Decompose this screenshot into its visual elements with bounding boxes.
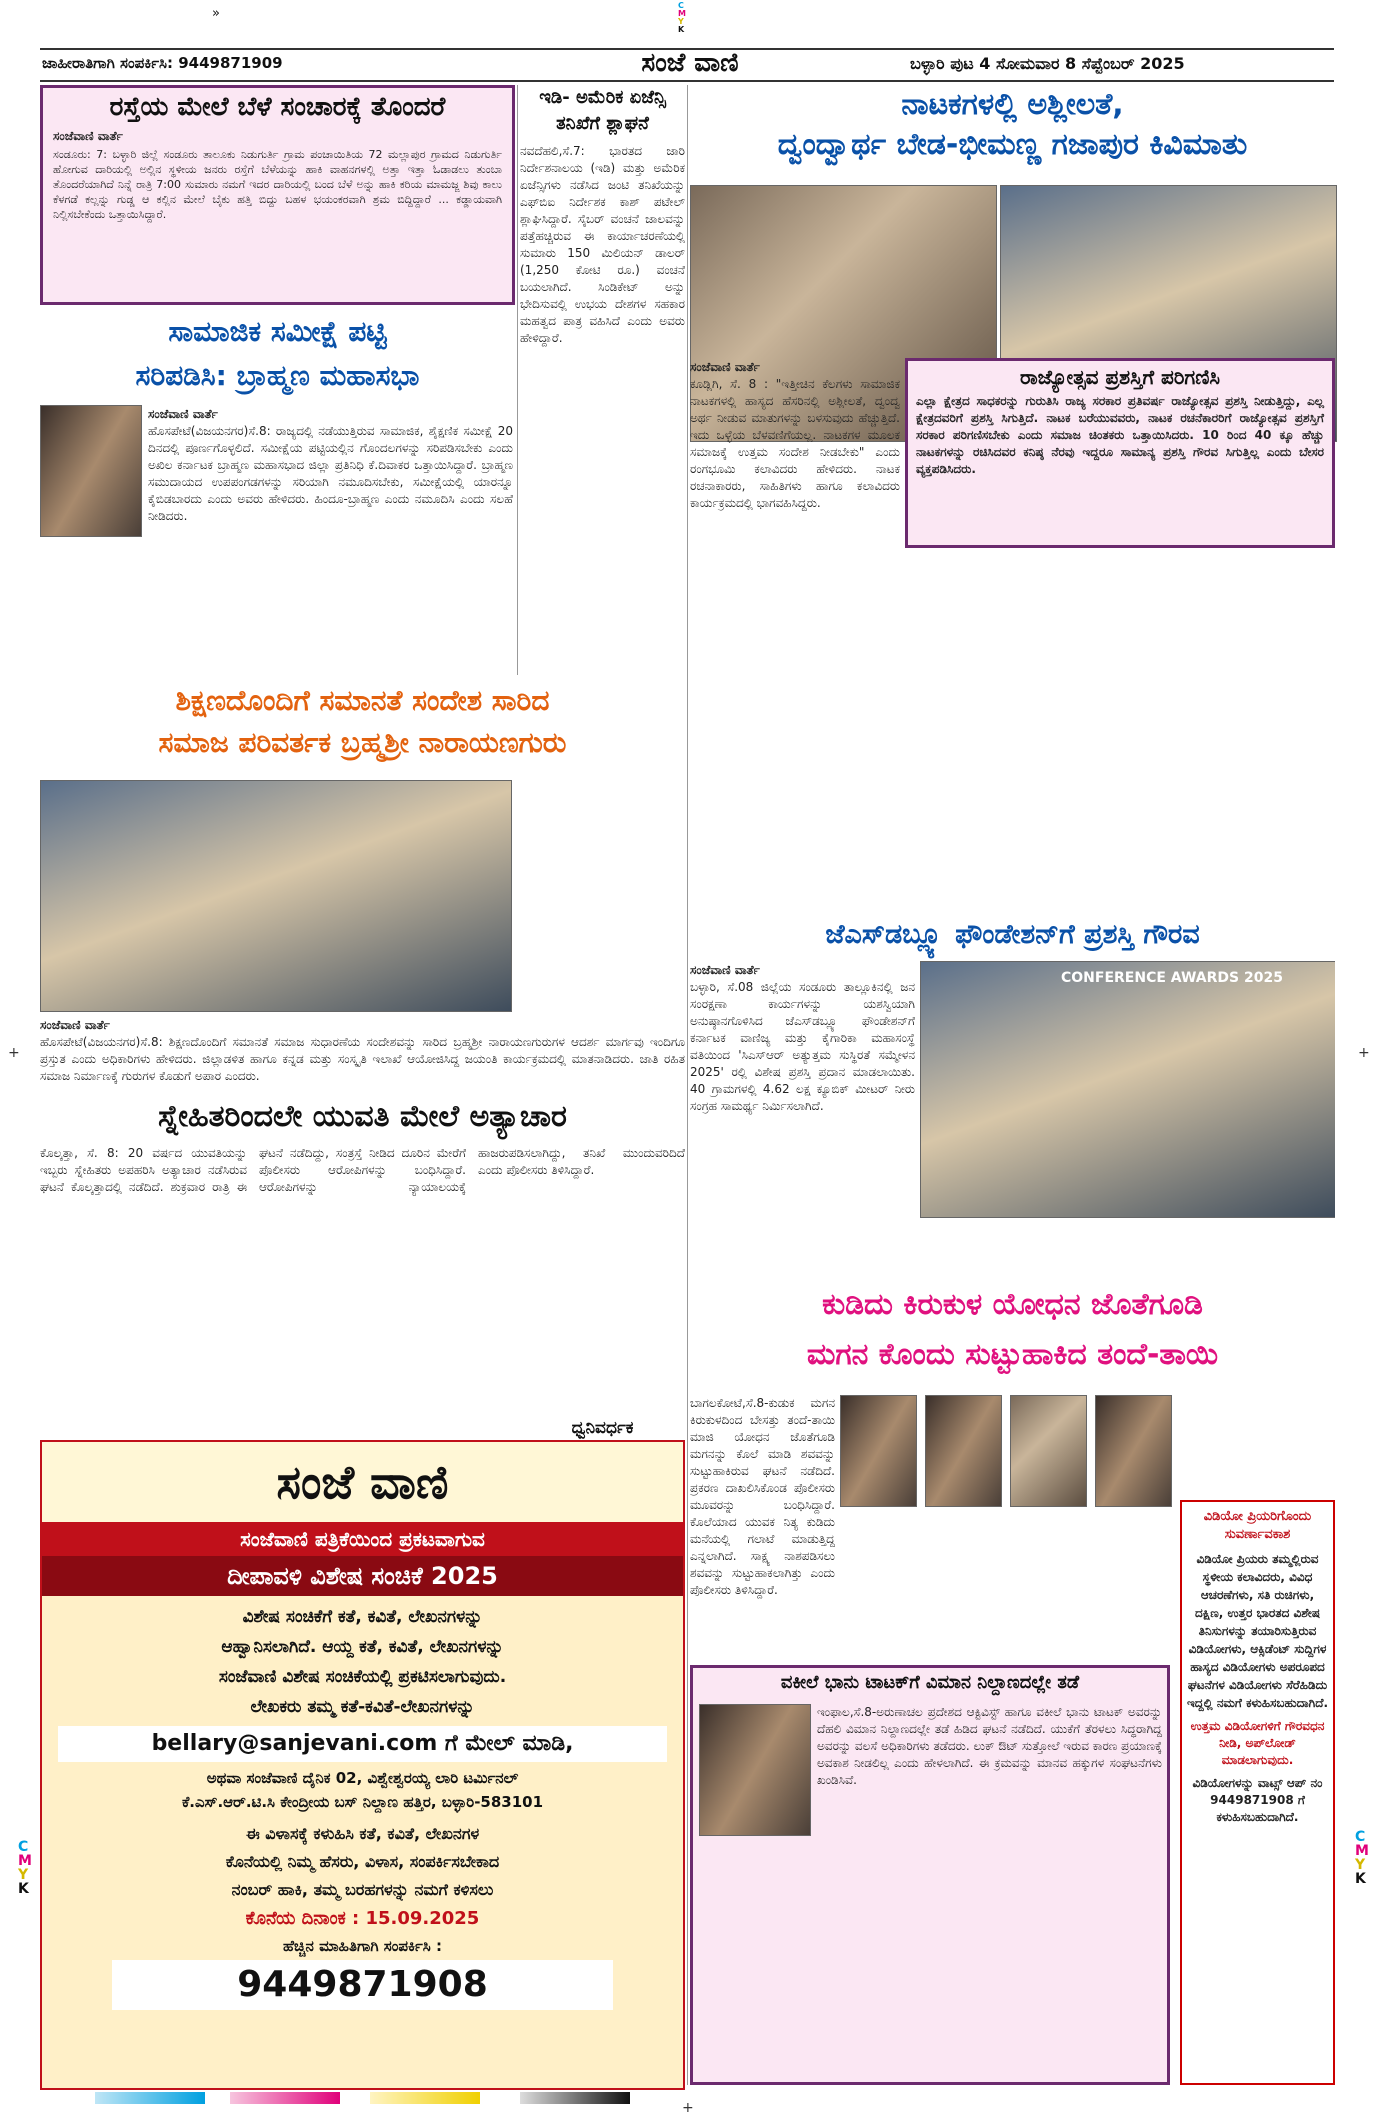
murder-person-photo-4 [1095, 1395, 1172, 1507]
story-drama-title-1: ನಾಟಕಗಳಲ್ಲಿ ಅಶ್ಲೀಲತೆ, [901, 87, 1124, 122]
ad-line-9: ನಂಬರ್ ಹಾಕಿ, ತಮ್ಮ ಬರಹಗಳನ್ನು ನಮಗೆ ಕಳಿಸಲು [231, 1880, 494, 1899]
ad-phone: 9449871908 [112, 1960, 613, 2010]
column-rule-1 [517, 85, 518, 675]
story-narayana-text [40, 1016, 685, 1090]
dateline: ಬಳ್ಳಾರಿ ಪುಟ 4 ಸೋಮವಾರ 8 ಸೆಪ್ಟೆಂಬರ್ 2025 [910, 54, 1185, 73]
story-rajyotsava-award [905, 358, 1335, 548]
video-promo-title: ವಿಡಿಯೋ ಪ್ರಿಯರಿಗೊಂದು ಸುವರ್ಣಾವಕಾಶ [1203, 1509, 1312, 1542]
story-ed-us-agency-body: ನವದೆಹಲಿ,ಸೆ.7: ಭಾರತದ ಜಾರಿ ನಿರ್ದೇಶನಾಲಯ (ಇಡಿ) ಮತ್ತು ಅಮೆರಿಕ ಏಜೆನ್ಸಿಗಳು ನಡೆಸಿದ ಜಂಟಿ ತನಿಖೆಯನ್ನು ಎಫ್‌ಬಿಐ ನಿರ್ದೇಶಕ ಕಾಶ್ ಪಟೇಲ್ ಶ್ಲಾಘಿಸಿದ್ದಾರೆ. ಸೈಬರ್ ವಂಚನೆ ಜಾಲವನ್ನು ಪತ್ತೆಹಚ್ಚಿರುವ ಈ ಕಾರ್ಯಾಚರಣೆಯಲ್ಲಿ ಸುಮಾರು 150 ಮಿಲಿಯನ್ ಡಾಲರ್ (1,250 ಕೋಟಿ ರೂ.) ವಂಚನೆ ಬಯಲಾಗಿದೆ. ಸಿಂಡಿಕೇಟ್ ಅನ್ನು ಭೇದಿಸುವಲ್ಲಿ ಉಭಯ ದೇಶಗಳ ಸಹಕಾರ ಮಹತ್ವದ ಪಾತ್ರ ವಹಿಸಿದೆ ಎಂದು ಅವರು ಹೇಳಿದ್ದಾರೆ. [520, 144, 685, 345]
story-drama-dateline: ಸಂಜೆವಾಣಿ ವಾರ್ತೆ [690, 360, 760, 374]
ad-address-2: ಕೆ.ಎಸ್.ಆರ್.ಟಿ.ಸಿ ಕೇಂದ್ರೀಯ ಬಸ್ ನಿಲ್ದಾಣ ಹತ್ತಿರ, ಬಳ್ಳಾರಿ-583101 [181, 1793, 544, 1811]
header-rule-bottom [40, 80, 1334, 82]
cmyk-mark-top: C M Y K [678, 1, 686, 34]
crop-mark-left: + [8, 1045, 20, 1061]
murder-person-photo-1 [840, 1395, 917, 1507]
award-banner-text: CONFERENCE AWARDS 2025 [1061, 970, 1283, 986]
ad-brand: ಸಂಜೆ ವಾಣಿ [42, 1442, 683, 1522]
story-brahmin-dateline: ಸಂಜೆವಾಣಿ ವಾರ್ತೆ [148, 407, 218, 421]
ad-line-2: ದೀಪಾವಳಿ ವಿಶೇಷ ಸಂಚಿಕೆ 2025 [42, 1556, 683, 1596]
ad-email: bellary@sanjevani.com ಗೆ ಮೇಲ್ ಮಾಡಿ, [58, 1726, 667, 1762]
story-brahmin-title-1: ಸಾಮಾಜಿಕ ಸಮೀಕ್ಷೆ ಪಟ್ಟಿ [168, 315, 387, 348]
column-rule-2 [687, 85, 688, 2085]
story-jsw-dateline: ಸಂಜೆವಾಣಿ ವಾರ್ತೆ [690, 963, 760, 977]
story-ed-us-agency [520, 85, 685, 675]
story-brahmin-text [148, 405, 513, 675]
masthead: ಸಂಜೆ ವಾಣಿ [641, 48, 739, 78]
top-arrow: » [212, 6, 220, 21]
crop-mark-bottom: + [682, 2100, 694, 2116]
story-ed-us-agency-title: ಇಡಿ- ಅಮೆರಿಕ ಏಜೆನ್ಸಿ ತನಿಖೆಗೆ ಶ್ಲಾಘನೆ [539, 87, 666, 134]
story-murder-title-1: ಕುಡಿದು ಕಿರುಕುಳ ಯೋಧನ ಜೊತೆಗೂಡಿ [822, 1287, 1203, 1322]
brahmin-person-photo [40, 405, 142, 537]
story-brahmin-body: ಹೊಸಪೇಟೆ(ವಿಜಯನಗರ)ಸೆ.8: ರಾಜ್ಯದಲ್ಲಿ ನಡೆಯುತ್ತಿರುವ ಸಾಮಾಜಿಕ, ಶೈಕ್ಷಣಿಕ ಸಮೀಕ್ಷೆ 20 ದಿನದಲ್ಲಿ ಪೂರ್ಣಗೊಳ್ಳಲಿದೆ. ಸಮೀಕ್ಷೆಯ ಪಟ್ಟಿಯಲ್ಲಿನ ಗೊಂದಲಗಳನ್ನು ಸರಿಪಡಿಸಬೇಕು ಎಂದು ಅಖಿಲ ಕರ್ನಾಟಕ ಬ್ರಾಹ್ಮಣ ಮಹಾಸಭಾದ ಜಿಲ್ಲಾ ಪ್ರತಿನಿಧಿ ಕೆ.ದಿವಾಕರ ಒತ್ತಾಯಿಸಿದ್ದಾರೆ. ಬ್ರಾಹ್ಮಣ ಸಮುದಾಯದ ಉಪಪಂಗಡಗಳನ್ನು ಸರಿಯಾಗಿ ನಮೂದಿಸಬೇಕು, ಸಮೀಕ್ಷೆಯಲ್ಲಿ ಯಾರನ್ನೂ ಕೈಬಿಡಬಾರದು ಎಂದು ಅವರು ಹೇಳಿದರು. ಹಿಂದೂ-ಬ್ರಾಹ್ಮಣ ಎಂದು ನಮೂದಿಸಿ ಎಂದು ಸಲಹೆ ನೀಡಿದರು. [148, 424, 513, 523]
story-narayana-title-2: ಸಮಾಜ ಪರಿವರ್ತಕ ಬ್ರಹ್ಮಶ್ರೀ ನಾರಾಯಣಗುರು [158, 726, 567, 759]
story-assault [40, 1095, 685, 1315]
color-swatch-yellow [370, 2092, 480, 2104]
story-rajyotsava-body: ಎಲ್ಲಾ ಕ್ಷೇತ್ರದ ಸಾಧಕರನ್ನು ಗುರುತಿಸಿ ರಾಜ್ಯ ಸರಕಾರ ಪ್ರತಿವರ್ಷ ರಾಜ್ಯೋತ್ಸವ ಪ್ರಶಸ್ತಿ ನೀಡುತ್ತಿದ್ದು, ಎಲ್ಲ ಕ್ಷೇತ್ರದವರಿಗೆ ಪ್ರಶಸ್ತಿ ಸಿಗುತ್ತಿದೆ. ನಾಟಕ ಬರೆಯುವವರು, ನಾಟಕ ರಚನೆಕಾರರಿಗೆ ರಾಜ್ಯೋತ್ಸವ ಪ್ರಶಸ್ತಿಗೆ ಸರಕಾರ ಪರಿಗಣಿಸಬೇಕು ಎಂದು ಸಮಾಜ ಚಿಂತಕರು ಒತ್ತಾಯಿಸಿದರು. 10 ರಿಂದ 40 ಕ್ಕೂ ಹೆಚ್ಚು ನಾಟಕಗಳನ್ನು ರಚಿಸಿದವರ ಕನಿಷ್ಠ ನೆರವು ಇದ್ದರೂ ಸಾಮಾನ್ಯ ಪ್ರಶಸ್ತಿ ಗೌರವ ಸಿಗುತ್ತಿಲ್ಲ ಎಂದು ಬೇಸರ ವ್ಯಕ್ತಪಡಿಸಿದರು. [916, 394, 1324, 476]
story-advocate-stopped [690, 1665, 1170, 2085]
murder-person-photo-3 [1010, 1395, 1087, 1507]
ad-line-8: ಕೊನೆಯಲ್ಲಿ ನಿಮ್ಮ ಹೆಸರು, ವಿಳಾಸ, ಸಂಪರ್ಕಿಸಬೇಕಾದ [225, 1852, 500, 1871]
jsw-award-photo [920, 961, 1335, 1218]
story-advocate-body: ಇಂಫಾಲ,ಸೆ.8-ಅರುಣಾಚಲ ಪ್ರದೇಶದ ಆಕ್ಟಿವಿಸ್ಟ್ ಹಾಗೂ ವಕೀಲೆ ಭಾನು ಟಾಟಕ್ ಅವರನ್ನು ದೆಹಲಿ ವಿಮಾನ ನಿಲ್ದಾಣದಲ್ಲೇ ತಡೆ ಹಿಡಿದ ಘಟನೆ ನಡೆದಿದೆ. ಯುಕೆಗೆ ತೆರಳಲು ಸಿದ್ಧರಾಗಿದ್ದ ಅವರನ್ನು ವಲಸೆ ಅಧಿಕಾರಿಗಳು ತಡೆದರು. ಲುಕ್ ಔಟ್ ಸುತ್ತೋಲೆ ಇರುವ ಕಾರಣ ಪ್ರಯಾಣಕ್ಕೆ ಅವಕಾಶ ನೀಡಲಿಲ್ಲ ಎಂದು ಹೇಳಲಾಗಿದೆ. ಈ ಕ್ರಮವನ್ನು ಮಾನವ ಹಕ್ಕುಗಳ ಸಂಘಟನೆಗಳು ಖಂಡಿಸಿವೆ. [817, 1705, 1162, 1787]
ad-line-4: ಆಹ್ವಾನಿಸಲಾಗಿದೆ. ಆಯ್ದ ಕತೆ, ಕವಿತೆ, ಲೇಖನಗಳನ್ನು [221, 1637, 504, 1657]
story-murder-title-2: ಮಗನ ಕೊಂದು ಸುಟ್ಟುಹಾಕಿದ ತಂದೆ-ತಾಯಿ [806, 1337, 1219, 1372]
story-advocate-title: ವಕೀಲೆ ಭಾನು ಟಾಟಕ್‌ಗೆ ವಿಮಾನ ನಿಲ್ದಾಣದಲ್ಲೇ ತಡೆ [780, 1672, 1080, 1693]
advocate-photo [699, 1704, 811, 1836]
story-brahmin-title-2: ಸರಿಪಡಿಸಿ: ಬ್ರಾಹ್ಮಣ ಮಹಾಸಭಾ [135, 359, 420, 392]
story-murder-body: ಬಾಗಲಕೋಟೆ,ಸೆ.8-ಕುಡುಕ ಮಗನ ಕಿರುಕುಳದಿಂದ ಬೇಸತ್ತು ತಂದೆ-ತಾಯಿ ಮಾಜಿ ಯೋಧನ ಜೊತೆಗೂಡಿ ಮಗನನ್ನು ಕೊಲೆ ಮಾಡಿ ಶವವನ್ನು ಸುಟ್ಟುಹಾಕಿರುವ ಘಟನೆ ನಡೆದಿದೆ. ಪ್ರಕರಣ ದಾಖಲಿಸಿಕೊಂಡ ಪೊಲೀಸರು ಮೂವರನ್ನು ಬಂಧಿಸಿದ್ದಾರೆ. ಕೊಲೆಯಾದ ಯುವಕ ನಿತ್ಯ ಕುಡಿದು ಮನೆಯಲ್ಲಿ ಗಲಾಟೆ ಮಾಡುತ್ತಿದ್ದ ಎನ್ನಲಾಗಿದೆ. ಸಾಕ್ಷ್ಯ ನಾಶಪಡಿಸಲು ಶವವನ್ನು ಸುಟ್ಟುಹಾಕಲಾಗಿತ್ತು ಎಂದು ಪೊಲೀಸರು ತಿಳಿಸಿದ್ದಾರೆ. [690, 1396, 835, 1597]
story-murder-text [690, 1395, 835, 1655]
crop-mark-right: + [1358, 1045, 1370, 1061]
story-assault-title: ಸ್ನೇಹಿತರಿಂದಲೇ ಯುವತಿ ಮೇಲೆ ಅತ್ಯಾಚಾರ [158, 1099, 567, 1134]
story-narayana-dateline: ಸಂಜೆವಾಣಿ ವಾರ್ತೆ [40, 1018, 110, 1032]
story-rajyotsava-title: ರಾಜ್ಯೋತ್ಸವ ಪ್ರಶಸ್ತಿಗೆ ಪರಿಗಣಿಸಿ [1019, 365, 1221, 389]
ad-line-5: ಸಂಜೆವಾಣಿ ವಿಶೇಷ ಸಂಚಿಕೆಯಲ್ಲಿ ಪ್ರಕಟಿಸಲಾಗುವುದು. [218, 1667, 507, 1687]
story-drama-body: ಕೂಡ್ಲಿಗಿ, ಸೆ. 8 : "ಇತ್ತೀಚಿನ ಕೆಲಗಳು ಸಾಮಾಜಿಕ ನಾಟಕಗಳಲ್ಲಿ ಹಾಸ್ಯದ ಹೆಸರಿನಲ್ಲಿ ಅಶ್ಲೀಲತೆ, ದ್ವಂದ್ವ ಅರ್ಥ ನೀಡುವ ಮಾತುಗಳನ್ನು ಬಳಸುವುದು ಹೆಚ್ಚುತ್ತಿದೆ. ಇದು ಒಳ್ಳೆಯ ಬೆಳವಣಿಗೆಯಲ್ಲ. ನಾಟಕಗಳ ಮೂಲಕ ಸಮಾಜಕ್ಕೆ ಉತ್ತಮ ಸಂದೇಶ ನೀಡಬೇಕು" ಎಂದು ರಂಗಭೂಮಿ ಕಲಾವಿದರು ಹೇಳಿದರು. ನಾಟಕ ರಚನಾಕಾರರು, ಸಾಹಿತಿಗಳು ಹಾಗೂ ಕಲಾವಿದರು ಕಾರ್ಯಕ್ರಮದಲ್ಲಿ ಭಾಗವಹಿಸಿದ್ದರು. [690, 377, 900, 510]
ad-more-info: ಹೆಚ್ಚಿನ ಮಾಹಿತಿಗಾಗಿ ಸಂಪರ್ಕಿಸಿ : [283, 1937, 442, 1955]
story-assault-body: ಕೊಲ್ಕತ್ತಾ, ಸೆ. 8: 20 ವರ್ಷದ ಯುವತಿಯನ್ನು ಇಬ್ಬರು ಸ್ನೇಹಿತರು ಅಪಹರಿಸಿ ಅತ್ಯಾಚಾರ ನಡೆಸಿರುವ ಘಟನೆ ಕೊಲ್ಕತ್ತಾದಲ್ಲಿ ನಡೆದಿದೆ. ಶುಕ್ರವಾರ ರಾತ್ರಿ ಈ ಘಟನೆ ನಡೆದಿದ್ದು, ಸಂತ್ರಸ್ತೆ ನೀಡಿದ ದೂರಿನ ಮೇರೆಗೆ ಪೊಲೀಸರು ಆರೋಪಿಗಳನ್ನು ಬಂಧಿಸಿದ್ದಾರೆ. ಆರೋಪಿಗಳನ್ನು ನ್ಯಾಯಾಲಯಕ್ಕೆ ಹಾಜರುಪಡಿಸಲಾಗಿದ್ದು, ತನಿಖೆ ಮುಂದುವರಿದಿದೆ ಎಂದು ಪೊಲೀಸರು ತಿಳಿಸಿದ್ದಾರೆ. [40, 1146, 685, 1194]
narayana-event-photo [40, 780, 512, 1012]
story-narayana-body: ಹೊಸಪೇಟೆ(ವಿಜಯನಗರ)ಸೆ.8: ಶಿಕ್ಷಣದೊಂದಿಗೆ ಸಮಾನತೆ ಸಮಾಜ ಸುಧಾರಣೆಯ ಸಂದೇಶವನ್ನು ಸಾರಿದ ಬ್ರಹ್ಮಶ್ರೀ ನಾರಾಯಣಗುರುಗಳ ಆದರ್ಶ ಮಾರ್ಗವು ಇಂದಿಗೂ ಪ್ರಸ್ತುತ ಎಂದು ಅಧಿಕಾರಿಗಳು ಹೇಳಿದರು. ಜಿಲ್ಲಾಡಳಿತ ಹಾಗೂ ಕನ್ನಡ ಮತ್ತು ಸಂಸ್ಕೃತಿ ಇಲಾಖೆ ಆಯೋಜಿಸಿದ್ದ ಜಯಂತಿ ಕಾರ್ಯಕ್ರಮದಲ್ಲಿ ಮಾತನಾಡಿದರು. ಜಾತಿ ರಹಿತ ಸಮಾಜ ನಿರ್ಮಾಣಕ್ಕೆ ಗುರುಗಳ ಕೊಡುಗೆ ಅಪಾರ ಎಂದರು. [40, 1035, 685, 1083]
story-jsw-body: ಬಳ್ಳಾರಿ, ಸೆ.08 ಜಿಲ್ಲೆಯ ಸಂಡೂರು ತಾಲ್ಲೂಕಿನಲ್ಲಿ ಜನ ಸಂರಕ್ಷಣಾ ಕಾರ್ಯಗಳನ್ನು ಯಶಸ್ವಿಯಾಗಿ ಅನುಷ್ಠಾನಗೊಳಿಸಿದ ಜೆಎಸ್‌ಡಬ್ಲ್ಯೂ ಫೌಂಡೇಶನ್‌ಗೆ ಕರ್ನಾಟಕ ವಾಣಿಜ್ಯ ಮತ್ತು ಕೈಗಾರಿಕಾ ಮಹಾಸಂಸ್ಥೆ ವತಿಯಿಂದ 'ಸಿಎಸ್‌ಆರ್ ಅತ್ಯುತ್ತಮ ಸುಸ್ಥಿರತೆ ಸಮ್ಮೇಳನ 2025' ರಲ್ಲಿ ವಿಶೇಷ ಪ್ರಶಸ್ತಿ ಪ್ರದಾನ ಮಾಡಲಾಯಿತು. 40 ಗ್ರಾಮಗಳಲ್ಲಿ 4.62 ಲಕ್ಷ ಕ್ಯೂಬಿಕ್ ಮೀಟರ್ ನೀರು ಸಂಗ್ರಹ ಸಾಮರ್ಥ್ಯ ನಿರ್ಮಿಸಲಾಗಿದೆ. [690, 980, 915, 1113]
story-loudspeaker-title-1: ಧ್ವನಿವರ್ಧಕ [571, 1418, 634, 1438]
story-jsw-text [690, 961, 915, 1271]
deepavali-special-ad [40, 1440, 685, 2090]
color-swatch-black [520, 2092, 630, 2104]
color-swatch-cyan [95, 2092, 205, 2104]
color-swatch-magenta [230, 2092, 340, 2104]
ad-line-1: ಸಂಜೆವಾಣಿ ಪತ್ರಿಕೆಯಿಂದ ಪ್ರಕಟವಾಗುವ [42, 1522, 683, 1556]
ad-address-1: ಅಥವಾ ಸಂಜೆವಾಣಿ ದೈನಿಕ 02, ವಿಶ್ವೇಶ್ವರಯ್ಯ ಲಾರಿ ಟರ್ಮಿನಲ್ [206, 1769, 519, 1787]
video-promo-body: ವಿಡಿಯೋ ಪ್ರಿಯರು ತಮ್ಮಲ್ಲಿರುವ ಸ್ಥಳೀಯ ಕಲಾವಿದರು, ವಿವಿಧ ಆಚರಣೆಗಳು, ಸತಿ ರುಚಿಗಳು, ದಕ್ಷಿಣ, ಉತ್ತರ ಭಾರತದ ವಿಶೇಷ ತಿನಿಸುಗಳನ್ನು ತಯಾರಿಸುತ್ತಿರುವ ವಿಡಿಯೋಗಳು, ಆಕ್ಸಿಡೆಂಟ್ ಸುದ್ದಿಗಳ ಹಾಸ್ಯದ ವಿಡಿಯೋಗಳು ಅಪರೂಪದ ಘಟನೆಗಳ ವಿಡಿಯೋಗಳು ಸೆರೆಹಿಡಿದು ಇದ್ದಲ್ಲಿ ನಮಗೆ ಕಳುಹಿಸಬಹುದಾಗಿದೆ. [1186, 1552, 1329, 1710]
cmyk-mark-right: C M Y K [1355, 1829, 1369, 1887]
story-drama-obscenity [690, 85, 1335, 360]
murder-person-photo-2 [925, 1395, 1002, 1507]
ad-contact: ಜಾಹೀರಾತಿಗಾಗಿ ಸಂಪರ್ಕಿಸಿ: 9449871909 [42, 54, 283, 72]
video-promo-box [1180, 1500, 1335, 2085]
ad-line-7: ಈ ವಿಳಾಸಕ್ಕೆ ಕಳುಹಿಸಿ ಕತೆ, ಕವಿತೆ, ಲೇಖನಗಳ [245, 1824, 480, 1843]
story-road-crops [40, 85, 515, 305]
story-brahmin-mahasabha [40, 310, 515, 675]
story-road-crops-dateline: ಸಂಜೆವಾಣಿ ವಾರ್ತೆ [53, 129, 123, 143]
story-jsw-award [690, 915, 1335, 1275]
story-narayana-title-1: ಶಿಕ್ಷಣದೊಂದಿಗೆ ಸಮಾನತೆ ಸಂದೇಶ ಸಾರಿದ [175, 684, 550, 717]
cmyk-mark-left: C M Y K [18, 1839, 32, 1897]
video-promo-highlight: ಉತ್ತಮ ವಿಡಿಯೋಗಳಿಗೆ ಗೌರವಧನ ನೀಡಿ, ಅಪ್‌ಲೋಡ್ ಮಾಡಲಾಗುವುದು. [1190, 1719, 1325, 1767]
story-jsw-title: ಜೆಎಸ್‌ಡಬ್ಲ್ಯೂ ಫೌಂಡೇಶನ್‌ಗೆ ಪ್ರಶಸ್ತಿ ಗೌರವ [825, 919, 1200, 950]
story-narayana-guru [40, 680, 685, 1090]
ad-line-6: ಲೇಖಕರು ತಮ್ಮ ಕತೆ-ಕವಿತೆ-ಲೇಖನಗಳನ್ನು [250, 1697, 475, 1717]
story-road-crops-body: ಸಂಡೂರು: 7: ಬಳ್ಳಾರಿ ಜಿಲ್ಲೆ ಸಂಡೂರು ತಾಲೂಕು ನಿಡುಗುರ್ತಿ ಗ್ರಾಮ ಪಂಚಾಯಿತಿಯ 72 ಮಲ್ಲಾಪುರ ಗ್ರಾಮದ ನಿಡುಗುರ್ತಿ ಹೋಗುವ ದಾರಿಯಲ್ಲಿ ಅಲ್ಲಿನ ಸ್ಥಳೀಯ ಜನರು ರಸ್ತೆಗೆ ಬೆಳೆಯನ್ನು ಹಾಕಿ ವಾಹನಗಳಲ್ಲಿ ಅತ್ತಾ ಇತ್ತಾ ಓಡಾಡಲು ತುಂಬಾ ತೊಂದರೆಯಾಗಿದೆ ನಿನ್ನೆ ರಾತ್ರಿ 7:00 ಸುಮಾರು ನಮಗೆ ಇದರ ದಾರಿಯಲ್ಲಿ ಬಂದ ಬೆಳೆ ಅನ್ನು ಹಾಕಿ ಕರಿಯ ಮಾಮಜ್ಜ ಶಿವು ಕಾಲು ಕೆಳಗಡೆ ಕಲ್ಲನ್ನು ಗುಡ್ಡ ಆ ಕಲ್ಲಿನ ಮೇಲೆ ಬೈಕು ಹತ್ತಿ ಬಿದ್ದು ಬಹಳ ಭಯಂಕರವಾಗಿ ಶ್ರಮ ಬಿದ್ದಿದ್ದಾರೆ ... ಕಡ್ಡಾಯವಾಗಿ ನಿಲ್ಲಿಸಬೇಕೆಂದು ಒತ್ತಾಯಿಸಿದ್ದಾರೆ. [53, 148, 502, 221]
ad-deadline: ಕೊನೆಯ ದಿನಾಂಕ : 15.09.2025 [245, 1908, 480, 1929]
story-road-crops-title: ರಸ್ತೆಯ ಮೇಲೆ ಬೆಳೆ ಸಂಚಾರಕ್ಕೆ ತೊಂದರೆ [109, 92, 446, 122]
video-promo-contact: ವಿಡಿಯೋಗಳನ್ನು ವಾಟ್ಸ್ ಆಪ್ ನಂ 9449871908 ಗೆ ಕಳುಹಿಸಬಹುದಾಗಿದೆ. [1192, 1776, 1323, 1824]
ad-line-3: ವಿಶೇಷ ಸಂಚಿಕೆಗೆ ಕತೆ, ಕವಿತೆ, ಲೇಖನಗಳನ್ನು [242, 1607, 483, 1627]
story-drama-title-2: ದ್ವಂದ್ವಾರ್ಥ ಬೇಡ-ಭೀಮಣ್ಣ ಗಜಾಪುರ ಕಿವಿಮಾತು [777, 127, 1248, 162]
